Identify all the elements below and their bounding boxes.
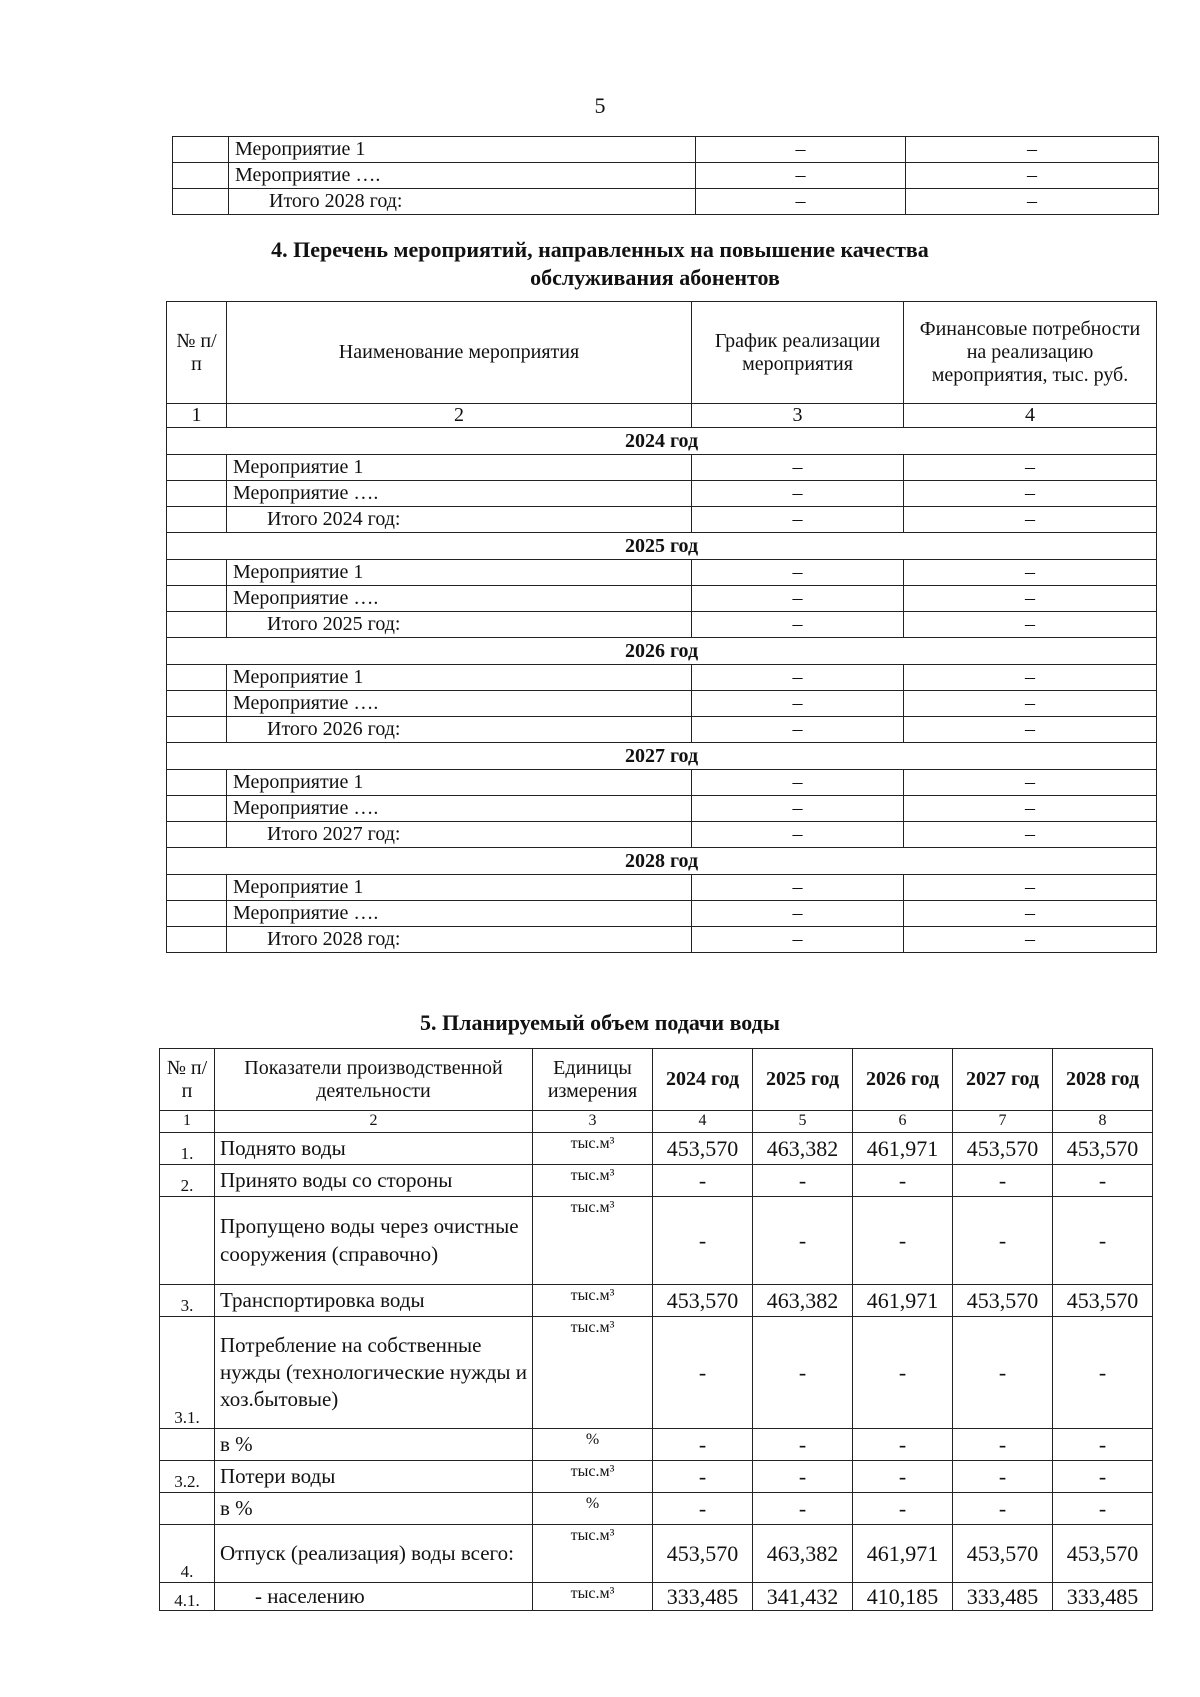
event-finance: – — [904, 507, 1157, 533]
value-cell: - — [653, 1197, 753, 1285]
table-row — [160, 1461, 1153, 1493]
unit-label: тыс.м³ — [533, 1165, 653, 1197]
value-cell: 453,570 — [653, 1525, 753, 1583]
row-num — [160, 1429, 215, 1461]
index-cell: 8 — [1053, 1111, 1153, 1133]
year-row — [167, 638, 1157, 665]
event-schedule: – — [692, 927, 904, 953]
value-cell: 453,570 — [953, 1525, 1053, 1583]
index-cell: 1 — [160, 1111, 215, 1133]
value-cell: 463,382 — [753, 1133, 853, 1165]
header-schedule: График реализации мероприятия — [692, 302, 904, 404]
row-num: 4.1. — [160, 1583, 215, 1611]
indicator-label: Принято воды со стороны — [215, 1165, 533, 1197]
row-num: 3.1. — [160, 1317, 215, 1429]
event-name: Мероприятие …. — [227, 481, 692, 507]
event-schedule: – — [696, 163, 906, 189]
header-unit: Единицы измерения — [533, 1049, 653, 1111]
value-cell: - — [853, 1317, 953, 1429]
row-num — [167, 717, 227, 743]
event-schedule: – — [692, 612, 904, 638]
section4-title — [0, 236, 1200, 292]
unit-label: тыс.м³ — [533, 1197, 653, 1285]
value-cell: 453,570 — [953, 1133, 1053, 1165]
value-cell: 453,570 — [653, 1285, 753, 1317]
value-cell: 453,570 — [953, 1285, 1053, 1317]
table-row — [167, 507, 1157, 533]
row-num — [173, 189, 229, 215]
row-num — [167, 481, 227, 507]
event-name: Мероприятие 1 — [227, 560, 692, 586]
event-schedule: – — [696, 137, 906, 163]
value-cell: - — [953, 1197, 1053, 1285]
table-row — [167, 901, 1157, 927]
section4-title-line2: обслуживания абонентов — [530, 265, 780, 290]
event-name: Мероприятие 1 — [229, 137, 696, 163]
header-year: 2028 год — [1053, 1049, 1153, 1111]
event-schedule: – — [692, 560, 904, 586]
table-row — [167, 875, 1157, 901]
value-cell: - — [753, 1165, 853, 1197]
row-num — [167, 455, 227, 481]
value-cell: 333,485 — [1053, 1583, 1153, 1611]
table-row — [160, 1285, 1153, 1317]
row-num — [167, 560, 227, 586]
row-num: 4. — [160, 1525, 215, 1583]
unit-label: тыс.м³ — [533, 1317, 653, 1429]
header-year: 2027 год — [953, 1049, 1053, 1111]
event-finance: – — [906, 189, 1159, 215]
value-cell: - — [753, 1197, 853, 1285]
row-num — [167, 875, 227, 901]
event-schedule: – — [692, 717, 904, 743]
event-schedule: – — [696, 189, 906, 215]
year-row — [167, 428, 1157, 455]
unit-label: тыс.м³ — [533, 1133, 653, 1165]
event-name: Мероприятие 1 — [227, 665, 692, 691]
event-schedule: – — [692, 822, 904, 848]
unit-label: % — [533, 1493, 653, 1525]
event-name: Мероприятие 1 — [227, 455, 692, 481]
value-cell: - — [953, 1317, 1053, 1429]
table-row — [167, 822, 1157, 848]
value-cell: - — [653, 1493, 753, 1525]
row-num — [167, 586, 227, 612]
event-name: Мероприятие …. — [229, 163, 696, 189]
event-schedule: – — [692, 665, 904, 691]
table-row — [160, 1197, 1153, 1285]
event-finance: – — [904, 665, 1157, 691]
header-year: 2025 год — [753, 1049, 853, 1111]
year-label: 2027 год — [167, 743, 1157, 770]
value-cell: - — [653, 1317, 753, 1429]
indicator-label: - населению — [215, 1583, 533, 1611]
row-num — [160, 1197, 215, 1285]
index-cell: 7 — [953, 1111, 1053, 1133]
indicator-label: Потери воды — [215, 1461, 533, 1493]
event-name: Мероприятие 1 — [227, 770, 692, 796]
continued-events-table — [172, 136, 1159, 215]
row-num — [167, 901, 227, 927]
table-row — [167, 612, 1157, 638]
table-row — [173, 189, 1159, 215]
year-row — [167, 533, 1157, 560]
value-cell: - — [1053, 1461, 1153, 1493]
value-cell: 333,485 — [953, 1583, 1053, 1611]
event-name: Мероприятие …. — [227, 691, 692, 717]
value-cell: - — [653, 1165, 753, 1197]
event-schedule: – — [692, 481, 904, 507]
value-cell: - — [1053, 1317, 1153, 1429]
indicator-label: в % — [215, 1429, 533, 1461]
event-schedule: – — [692, 901, 904, 927]
value-cell: - — [853, 1165, 953, 1197]
event-schedule: – — [692, 796, 904, 822]
event-finance: – — [904, 770, 1157, 796]
table-row — [167, 665, 1157, 691]
table-row — [160, 1429, 1153, 1461]
row-num: 1. — [160, 1133, 215, 1165]
indicator-label: Потребление на собственные нужды (технологические нужды и хоз.бытовые) — [215, 1317, 533, 1429]
index-cell: 5 — [753, 1111, 853, 1133]
section5-title-text: 5. Планируемый объем подачи воды — [420, 1010, 780, 1035]
header-year: 2026 год — [853, 1049, 953, 1111]
header-num: № п/п — [167, 302, 227, 404]
header-indicator: Показатели производственной деятельности — [215, 1049, 533, 1111]
year-label: 2026 год — [167, 638, 1157, 665]
value-cell: - — [853, 1493, 953, 1525]
table-row — [160, 1525, 1153, 1583]
unit-label: тыс.м³ — [533, 1525, 653, 1583]
index-cell: 6 — [853, 1111, 953, 1133]
event-schedule: – — [692, 507, 904, 533]
value-cell: - — [853, 1197, 953, 1285]
event-schedule: – — [692, 586, 904, 612]
value-cell: 463,382 — [753, 1525, 853, 1583]
value-cell: - — [1053, 1165, 1153, 1197]
table-row — [160, 1583, 1153, 1611]
header-finance: Финансовые потребности на реализацию мероприятия, тыс. руб. — [904, 302, 1157, 404]
event-name: Итого 2028 год: — [229, 189, 696, 215]
event-finance: – — [904, 455, 1157, 481]
event-finance: – — [904, 691, 1157, 717]
index-row — [160, 1111, 1153, 1133]
value-cell: - — [1053, 1429, 1153, 1461]
index-cell: 3 — [692, 404, 904, 428]
event-schedule: – — [692, 691, 904, 717]
index-cell: 1 — [167, 404, 227, 428]
value-cell: 453,570 — [653, 1133, 753, 1165]
event-name: Итого 2025 год: — [227, 612, 692, 638]
table-row — [160, 1493, 1153, 1525]
row-num: 3.2. — [160, 1461, 215, 1493]
water-supply-volume-table — [159, 1048, 1153, 1611]
value-cell: - — [853, 1429, 953, 1461]
unit-label: тыс.м³ — [533, 1285, 653, 1317]
event-name: Мероприятие 1 — [227, 875, 692, 901]
value-cell: 461,971 — [853, 1285, 953, 1317]
value-cell: - — [1053, 1493, 1153, 1525]
table-row — [167, 691, 1157, 717]
event-schedule: – — [692, 455, 904, 481]
value-cell: - — [753, 1461, 853, 1493]
row-num — [160, 1493, 215, 1525]
unit-label: тыс.м³ — [533, 1583, 653, 1611]
row-num — [167, 927, 227, 953]
row-num: 2. — [160, 1165, 215, 1197]
indicator-label: Транспортировка воды — [215, 1285, 533, 1317]
value-cell: 461,971 — [853, 1525, 953, 1583]
value-cell: 463,382 — [753, 1285, 853, 1317]
row-num — [173, 137, 229, 163]
section4-title-line1: 4. Перечень мероприятий, направленных на повышение качества — [271, 237, 929, 262]
event-finance: – — [906, 163, 1159, 189]
event-name: Итого 2026 год: — [227, 717, 692, 743]
table-row — [167, 455, 1157, 481]
value-cell: - — [753, 1429, 853, 1461]
row-num — [167, 770, 227, 796]
unit-label: тыс.м³ — [533, 1461, 653, 1493]
table-row — [167, 481, 1157, 507]
table-row — [167, 717, 1157, 743]
event-finance: – — [904, 481, 1157, 507]
table-row — [160, 1133, 1153, 1165]
row-num — [167, 612, 227, 638]
table-row — [167, 560, 1157, 586]
table-row — [167, 927, 1157, 953]
event-finance: – — [904, 796, 1157, 822]
event-schedule: – — [692, 875, 904, 901]
header-num: № п/п — [160, 1049, 215, 1111]
table-row — [160, 1165, 1153, 1197]
year-label: 2024 год — [167, 428, 1157, 455]
value-cell: - — [953, 1461, 1053, 1493]
event-finance: – — [904, 586, 1157, 612]
header-name: Наименование мероприятия — [227, 302, 692, 404]
row-num — [167, 691, 227, 717]
year-label: 2025 год — [167, 533, 1157, 560]
table-row — [167, 586, 1157, 612]
value-cell: - — [753, 1493, 853, 1525]
value-cell: - — [1053, 1197, 1153, 1285]
event-name: Мероприятие …. — [227, 901, 692, 927]
event-finance: – — [906, 137, 1159, 163]
table-row — [173, 163, 1159, 189]
value-cell: - — [953, 1493, 1053, 1525]
table-row — [167, 796, 1157, 822]
indicator-label: в % — [215, 1493, 533, 1525]
value-cell: - — [953, 1429, 1053, 1461]
event-schedule: – — [692, 770, 904, 796]
index-cell: 2 — [215, 1111, 533, 1133]
unit-label: % — [533, 1429, 653, 1461]
event-finance: – — [904, 717, 1157, 743]
service-quality-events-table — [166, 301, 1157, 953]
table-row — [173, 137, 1159, 163]
event-name: Мероприятие …. — [227, 586, 692, 612]
year-row — [167, 743, 1157, 770]
index-cell: 4 — [653, 1111, 753, 1133]
value-cell: 453,570 — [1053, 1133, 1153, 1165]
value-cell: 341,432 — [753, 1583, 853, 1611]
event-name: Итого 2027 год: — [227, 822, 692, 848]
event-name: Мероприятие …. — [227, 796, 692, 822]
event-finance: – — [904, 875, 1157, 901]
table-row — [167, 770, 1157, 796]
value-cell: - — [653, 1461, 753, 1493]
value-cell: - — [753, 1317, 853, 1429]
value-cell: 453,570 — [1053, 1525, 1153, 1583]
event-finance: – — [904, 822, 1157, 848]
indicator-label: Поднято воды — [215, 1133, 533, 1165]
year-row — [167, 848, 1157, 875]
value-cell: 333,485 — [653, 1583, 753, 1611]
section5-title — [0, 1009, 1200, 1037]
event-name: Итого 2028 год: — [227, 927, 692, 953]
value-cell: - — [653, 1429, 753, 1461]
row-num: 3. — [160, 1285, 215, 1317]
value-cell: 410,185 — [853, 1583, 953, 1611]
value-cell: 453,570 — [1053, 1285, 1153, 1317]
year-label: 2028 год — [167, 848, 1157, 875]
index-cell: 2 — [227, 404, 692, 428]
indicator-label: Отпуск (реализация) воды всего: — [215, 1525, 533, 1583]
value-cell: - — [953, 1165, 1053, 1197]
header-year: 2024 год — [653, 1049, 753, 1111]
event-finance: – — [904, 612, 1157, 638]
event-name: Итого 2024 год: — [227, 507, 692, 533]
row-num — [167, 665, 227, 691]
index-cell: 3 — [533, 1111, 653, 1133]
value-cell: 461,971 — [853, 1133, 953, 1165]
event-finance: – — [904, 927, 1157, 953]
row-num — [173, 163, 229, 189]
row-num — [167, 796, 227, 822]
value-cell: - — [853, 1461, 953, 1493]
table-row — [160, 1317, 1153, 1429]
index-row — [167, 404, 1157, 428]
indicator-label: Пропущено воды через очистные сооружения (справочно) — [215, 1197, 533, 1285]
row-num — [167, 507, 227, 533]
event-finance: – — [904, 560, 1157, 586]
event-finance: – — [904, 901, 1157, 927]
index-cell: 4 — [904, 404, 1157, 428]
page-number: 5 — [594, 93, 606, 118]
row-num — [167, 822, 227, 848]
